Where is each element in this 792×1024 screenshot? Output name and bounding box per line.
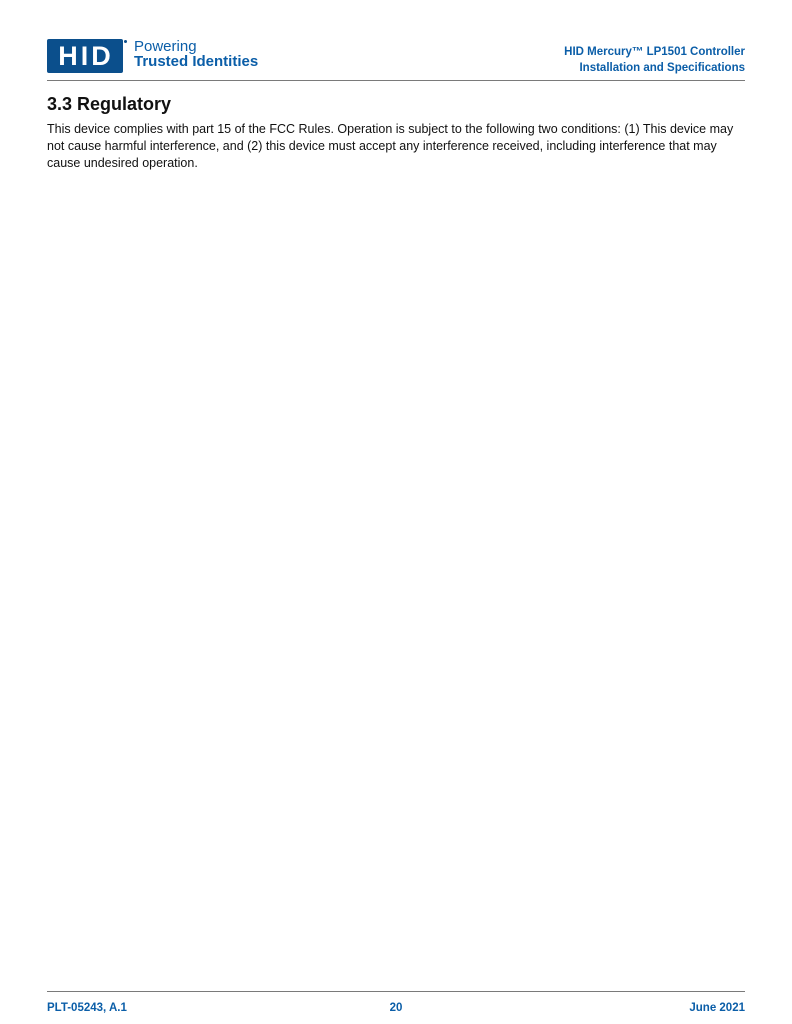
hid-logo-mark [47,39,123,73]
document-title-line-1: HID Mercury™ LP1501 Controller [564,46,745,58]
logo-registered-mark [124,40,127,43]
document-title-line-2: Installation and Specifications [579,62,745,74]
publication-date: June 2021 [689,1002,745,1014]
page-footer [47,991,745,1018]
page-header [47,36,745,81]
section-heading: 3.3 Regulatory [47,94,172,114]
logo-tagline [134,39,258,69]
tagline-line-1: Powering [134,38,197,55]
hid-logo-text: HID [58,40,114,71]
hid-logo [47,39,287,75]
document-title [564,44,745,76]
document-number: PLT-05243, A.1 [47,1002,127,1014]
section-body-text: This device complies with part 15 of the FCC Rules. Operation is subject to the following two conditions: (1) This device may not cause harmful interference, and (2) this device must accept any interference received, including interference that may cause undesired operation. [47,122,734,170]
page-number: 20 [389,1002,403,1014]
page-content [47,93,745,172]
tagline-line-2: Trusted Identities [134,53,259,70]
